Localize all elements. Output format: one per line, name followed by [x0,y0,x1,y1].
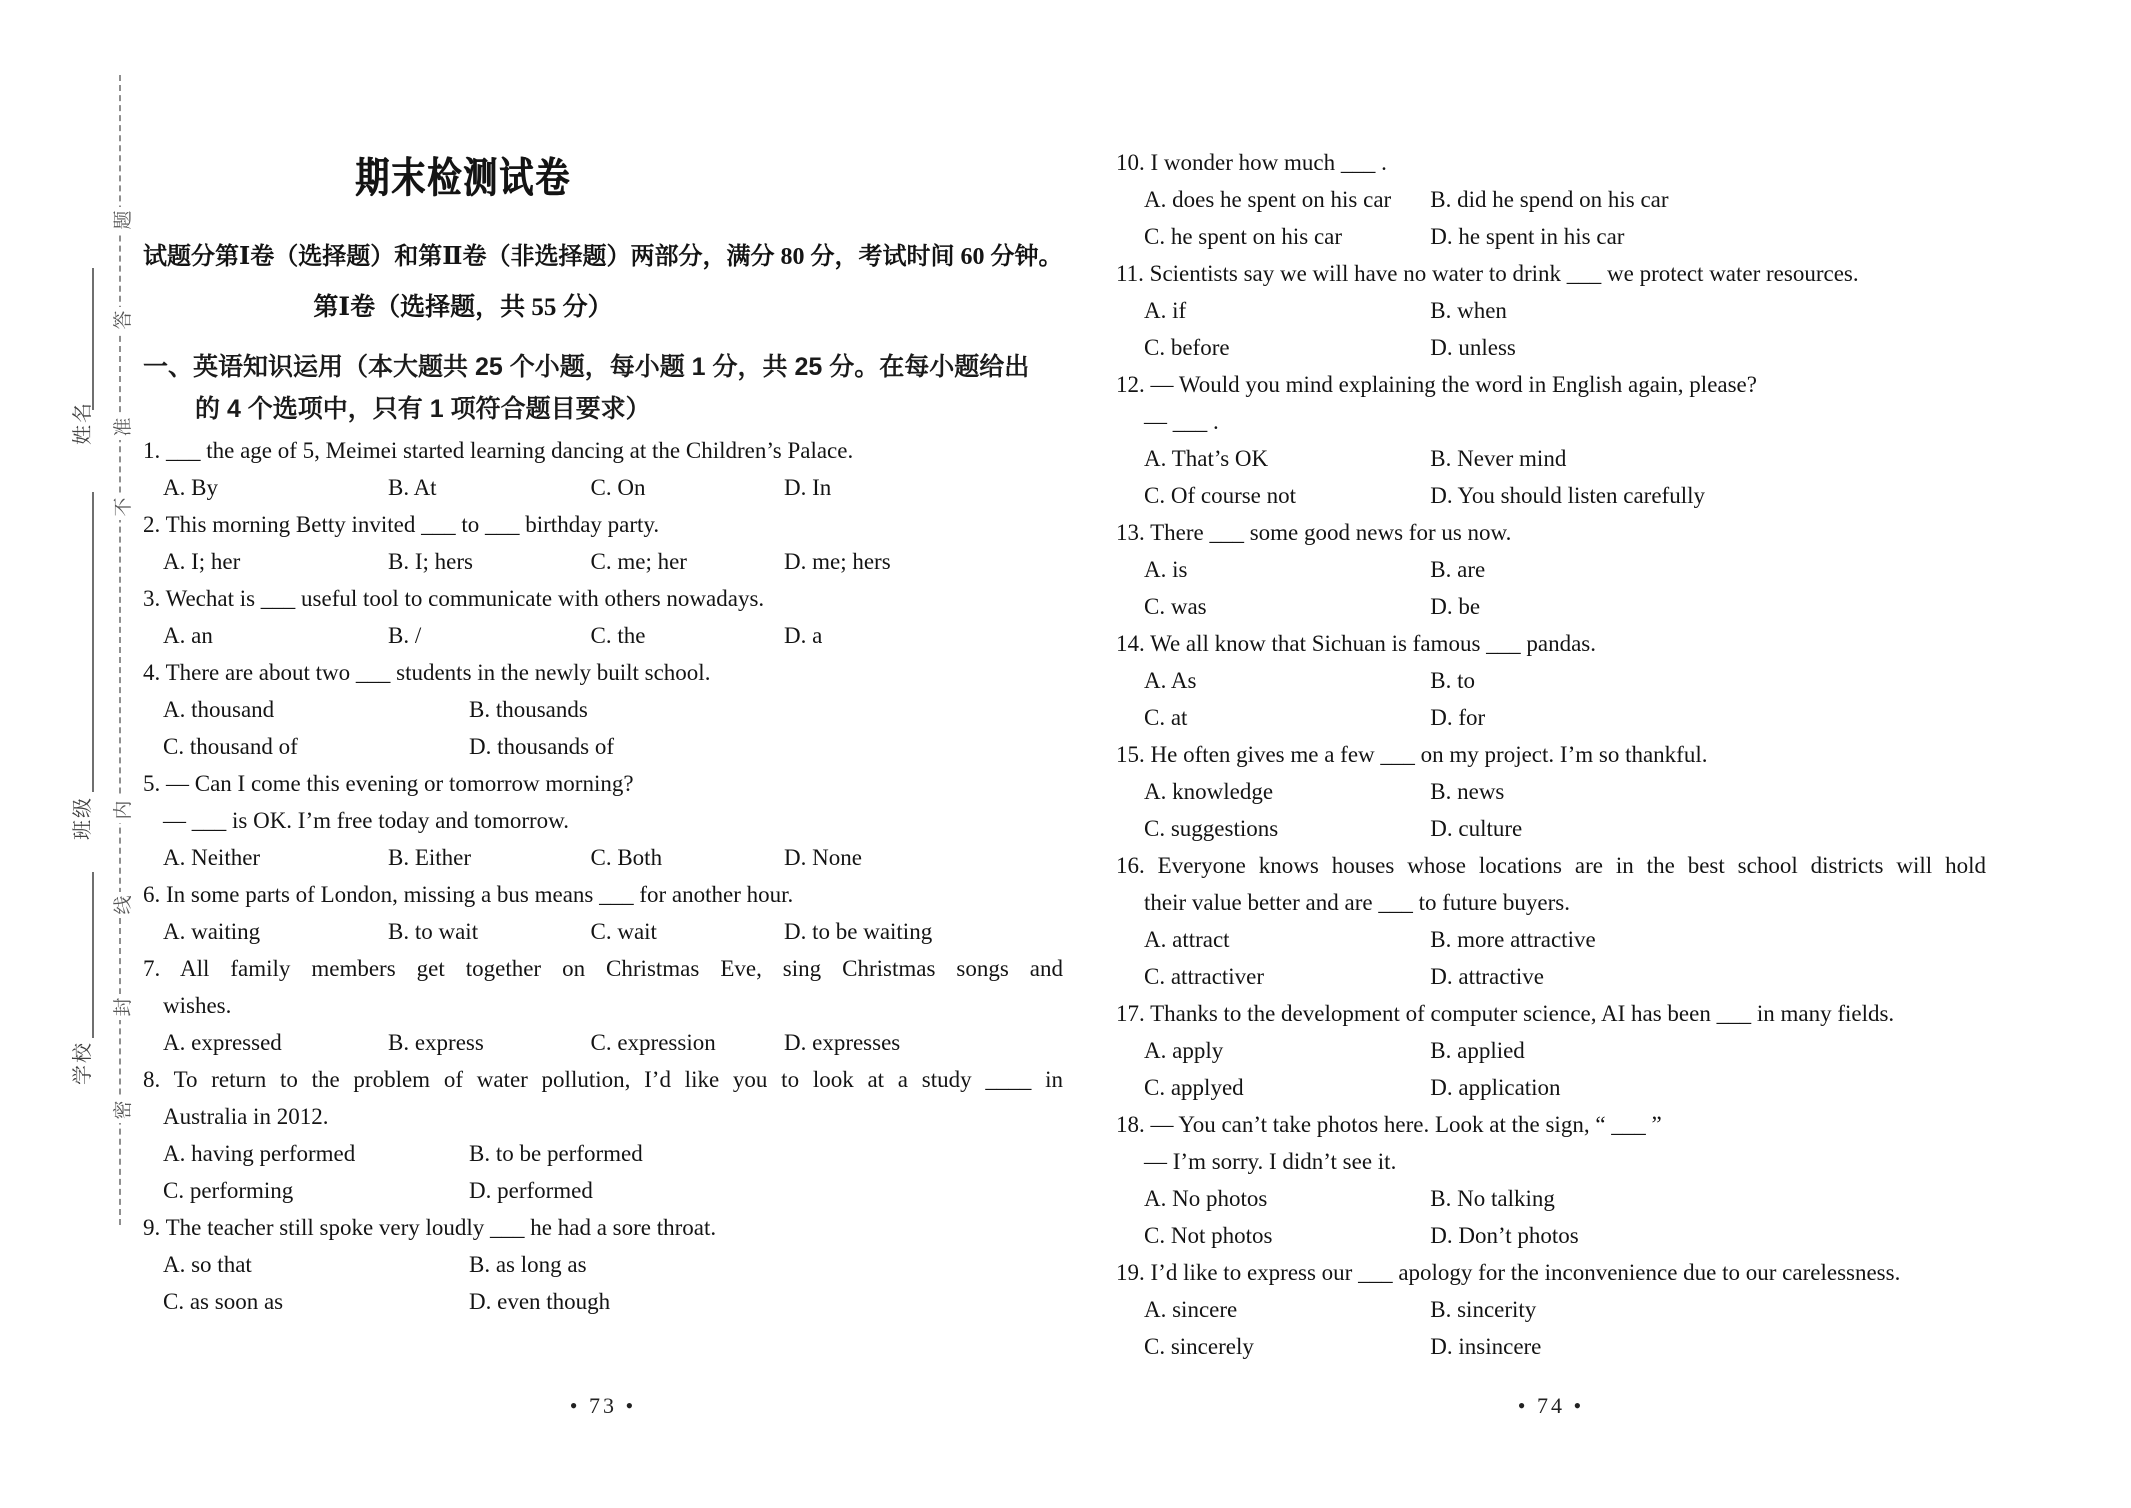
option-a: A. is [1144,557,1188,582]
option-d: D. attractive [1430,964,1544,989]
question-stem: 17. Thanks to the development of computer science, AI has been ___ in many fields. [1116,1001,1895,1026]
question-5 [143,765,1063,876]
question-stem: 18. — You can’t take photos here. Look at the sign, “ ___ ” [1116,1112,1662,1137]
question-stem: 2. This morning Betty invited ___ to ___ birthday party. [143,512,660,537]
question-14 [1116,625,1986,736]
seal-dashed-line [119,75,121,1225]
question-12 [1116,366,1986,514]
field-label-1: 姓名 [71,401,94,445]
question-stem: 1. ___ the age of 5, Meimei started learning dancing at the Children’s Palace. [143,438,854,463]
question-stem: 10. I wonder how much ___ . [1116,150,1387,175]
option-d: D. he spent in his car [1430,224,1625,249]
option-b: B. when [1430,298,1507,323]
option-a: A. knowledge [1144,779,1274,804]
options [163,839,1063,876]
option-b: B. sincerity [1430,1297,1537,1322]
option-b: B. express [388,1030,484,1055]
option-c: C. Not photos [1144,1223,1273,1248]
option-a: A. expressed [163,1030,282,1055]
option-c: C. sincerely [1144,1334,1254,1359]
options [163,617,1063,654]
option-a: A. so that [163,1252,252,1277]
option-a: A. does he spent on his car [1144,187,1392,212]
option-d: D. unless [1430,335,1516,360]
options [1144,1032,1986,1106]
question-7 [143,950,1063,1061]
option-b: B. as long as [469,1252,587,1277]
options [163,469,1063,506]
option-b: B. more attractive [1430,927,1596,952]
option-a: A. No photos [1144,1186,1268,1211]
question-13 [1116,514,1986,625]
question-stem-cont: wishes. [163,993,232,1018]
option-a: A. That’s OK [1144,446,1269,471]
option-c: C. at [1144,705,1188,730]
question-number: 1. [143,438,161,463]
question-stem: 13. There ___ some good news for us now. [1116,520,1512,545]
option-b: B. are [1430,557,1486,582]
question-11 [1116,255,1986,366]
question-list [1116,144,1986,1365]
option-a: A. if [1144,298,1187,323]
option-a: A. apply [1144,1038,1224,1063]
question-number: 11. [1116,261,1144,286]
option-d: D. expresses [784,1030,901,1055]
question-stem: 14. We all know that Sichuan is famous ___ pandas. [1116,631,1597,656]
options [1144,1180,1986,1254]
options [1144,181,1986,255]
option-d: D. Don’t photos [1430,1223,1579,1248]
question-stem-cont: their value better and are ___ to future buyers. [1144,890,1570,915]
question-list [143,432,1063,1320]
options [163,1246,1063,1320]
question-number: 5. [143,771,161,796]
question-6 [143,876,1063,950]
seal-char: 题 [108,207,134,233]
option-c: C. suggestions [1144,816,1279,841]
question-number: 2. [143,512,161,537]
question-stem: 19. I’d like to express our ___ apology for the inconvenience due to our carelessness. [1116,1260,1901,1285]
question-number: 19. [1116,1260,1145,1285]
question-16 [1116,847,1986,995]
school-fill-line [92,872,94,1038]
option-b: B. news [1430,779,1505,804]
options [163,691,1063,765]
question-17 [1116,995,1986,1106]
part-one-heading: 第Ⅰ卷（选择题，共 55 分） [313,294,613,321]
option-c: C. Both [590,845,663,870]
option-c: C. Of course not [1144,483,1297,508]
options [163,1024,1063,1061]
option-b: B. to be performed [469,1141,643,1166]
options [163,1135,1063,1209]
option-a: A. As [1144,668,1197,693]
question-4 [143,654,1063,765]
options [1144,440,1986,514]
option-c: C. On [590,475,646,500]
page-title: 期末检测试卷 [355,156,571,202]
question-number: 9. [143,1215,161,1240]
option-b: B. / [388,623,422,648]
section-heading-line1: 一、英语知识运用（本大题共 25 个小题，每小题 1 分，共 25 分。在每小题给出 [143,353,1030,381]
seal-char: 密 [108,1097,134,1123]
option-c: C. he spent on his car [1144,224,1343,249]
option-a: A. waiting [163,919,261,944]
option-c: C. the [590,623,646,648]
option-d: D. for [1430,705,1486,730]
question-stem: 4. There are about two ___ students in the newly built school. [143,660,711,685]
exam-intro: 试题分第Ⅰ卷（选择题）和第Ⅱ卷（非选择题）两部分，满分 80 分，考试时间 60 分钟。 [143,244,1063,270]
question-number: 14. [1116,631,1145,656]
question-stem-cont: Australia in 2012. [163,1104,329,1129]
option-b: B. Never mind [1430,446,1567,471]
question-15 [1116,736,1986,847]
question-number: 13. [1116,520,1145,545]
option-a: A. I; her [163,549,241,574]
seal-char: 封 [108,994,134,1020]
option-c: C. expression [590,1030,716,1055]
question-stem-cont: — I’m sorry. I didn’t see it. [1144,1149,1397,1174]
option-d: D. me; hers [784,549,891,574]
question-stem: 7. All family members get together on Christmas Eve, sing Christmas songs and [143,956,1063,981]
question-number: 8. [143,1067,161,1092]
options [1144,773,1986,847]
question-10 [1116,144,1986,255]
option-d: D. In [784,475,832,500]
option-d: D. None [784,845,862,870]
question-9 [143,1209,1063,1320]
question-number: 10. [1116,150,1145,175]
option-b: B. No talking [1430,1186,1555,1211]
option-a: A. attract [1144,927,1230,952]
option-b: B. thousands [469,697,588,722]
options [163,913,1063,950]
option-c: C. was [1144,594,1207,619]
option-b: B. Either [388,845,472,870]
exam-page-left [143,140,1063,1470]
section-one-heading [143,346,1063,430]
option-d: D. application [1430,1075,1561,1100]
question-stem: 9. The teacher still spoke very loudly ___ he had a sore throat. [143,1215,717,1240]
option-d: D. culture [1430,816,1523,841]
option-d: D. be [1430,594,1481,619]
section-heading-line2: 的 4 个选项中，只有 1 项符合题目要求） [195,395,651,423]
options [163,543,1063,580]
question-number: 16. [1116,853,1145,878]
question-number: 15. [1116,742,1145,767]
question-stem: 15. He often gives me a few ___ on my project. I’m so thankful. [1116,742,1708,767]
question-8 [143,1061,1063,1209]
option-a: A. By [163,475,218,500]
option-d: D. thousands of [469,734,615,759]
option-b: B. did he spend on his car [1430,187,1669,212]
question-number: 7. [143,956,161,981]
option-d: D. even though [469,1289,611,1314]
question-stem: 5. — Can I come this evening or tomorrow morning? [143,771,634,796]
option-c: C. attractiver [1144,964,1265,989]
option-a: A. an [163,623,213,648]
page-number: • 74 • [1517,1393,1585,1418]
options [1144,921,1986,995]
seal-char: 不 [108,494,134,520]
options [1144,551,1986,625]
seal-char: 内 [108,797,134,823]
option-d: D. to be waiting [784,919,933,944]
option-a: A. sincere [1144,1297,1238,1322]
seal-char: 准 [108,414,134,440]
exam-page-right [1116,140,1986,1470]
field-label-2: 班级 [71,796,94,840]
question-stem-cont: — ___ is OK. I’m free today and tomorrow. [163,808,570,833]
question-number: 4. [143,660,161,685]
option-d: D. a [784,623,823,648]
option-a: A. thousand [163,697,275,722]
options [1144,662,1986,736]
question-18 [1116,1106,1986,1254]
class-fill-line [92,492,94,792]
option-d: D. You should listen carefully [1430,483,1705,508]
question-number: 6. [143,882,161,907]
options [1144,1291,1986,1365]
question-stem: 3. Wechat is ___ useful tool to communicate with others nowadays. [143,586,765,611]
question-number: 18. [1116,1112,1145,1137]
question-1 [143,432,1063,506]
question-2 [143,506,1063,580]
option-d: D. insincere [1430,1334,1542,1359]
seal-char: 线 [108,892,134,918]
question-stem: 16. Everyone knows houses whose locations are in the best school districts will hold [1116,853,1986,878]
option-b: B. I; hers [388,549,473,574]
name-fill-line [92,268,94,410]
option-d: D. performed [469,1178,593,1203]
option-b: B. At [388,475,437,500]
option-c: C. as soon as [163,1289,284,1314]
question-stem: 11. Scientists say we will have no water to drink ___ we protect water resources. [1116,261,1859,286]
question-stem: 6. In some parts of London, missing a bus means ___ for another hour. [143,882,794,907]
question-number: 17. [1116,1001,1145,1026]
option-b: B. to wait [388,919,479,944]
option-c: C. me; her [590,549,687,574]
question-number: 12. [1116,372,1145,397]
options [1144,292,1986,366]
option-a: A. Neither [163,845,261,870]
question-stem: 12. — Would you mind explaining the word in English again, please? [1116,372,1757,397]
option-a: A. having performed [163,1141,356,1166]
option-c: C. applyed [1144,1075,1244,1100]
option-c: C. before [1144,335,1230,360]
question-3 [143,580,1063,654]
question-stem-cont: — ___ . [1144,409,1219,434]
option-c: C. wait [590,919,657,944]
option-c: C. thousand of [163,734,298,759]
question-stem: 8. To return to the problem of water pollution, I’d like you to look at a study ____ in [143,1067,1063,1092]
page-number: • 73 • [569,1393,637,1418]
field-label-3: 学校 [71,1041,94,1085]
option-b: B. applied [1430,1038,1525,1063]
question-number: 3. [143,586,161,611]
option-c: C. performing [163,1178,294,1203]
seal-char: 答 [108,307,134,333]
option-b: B. to [1430,668,1475,693]
question-19 [1116,1254,1986,1365]
